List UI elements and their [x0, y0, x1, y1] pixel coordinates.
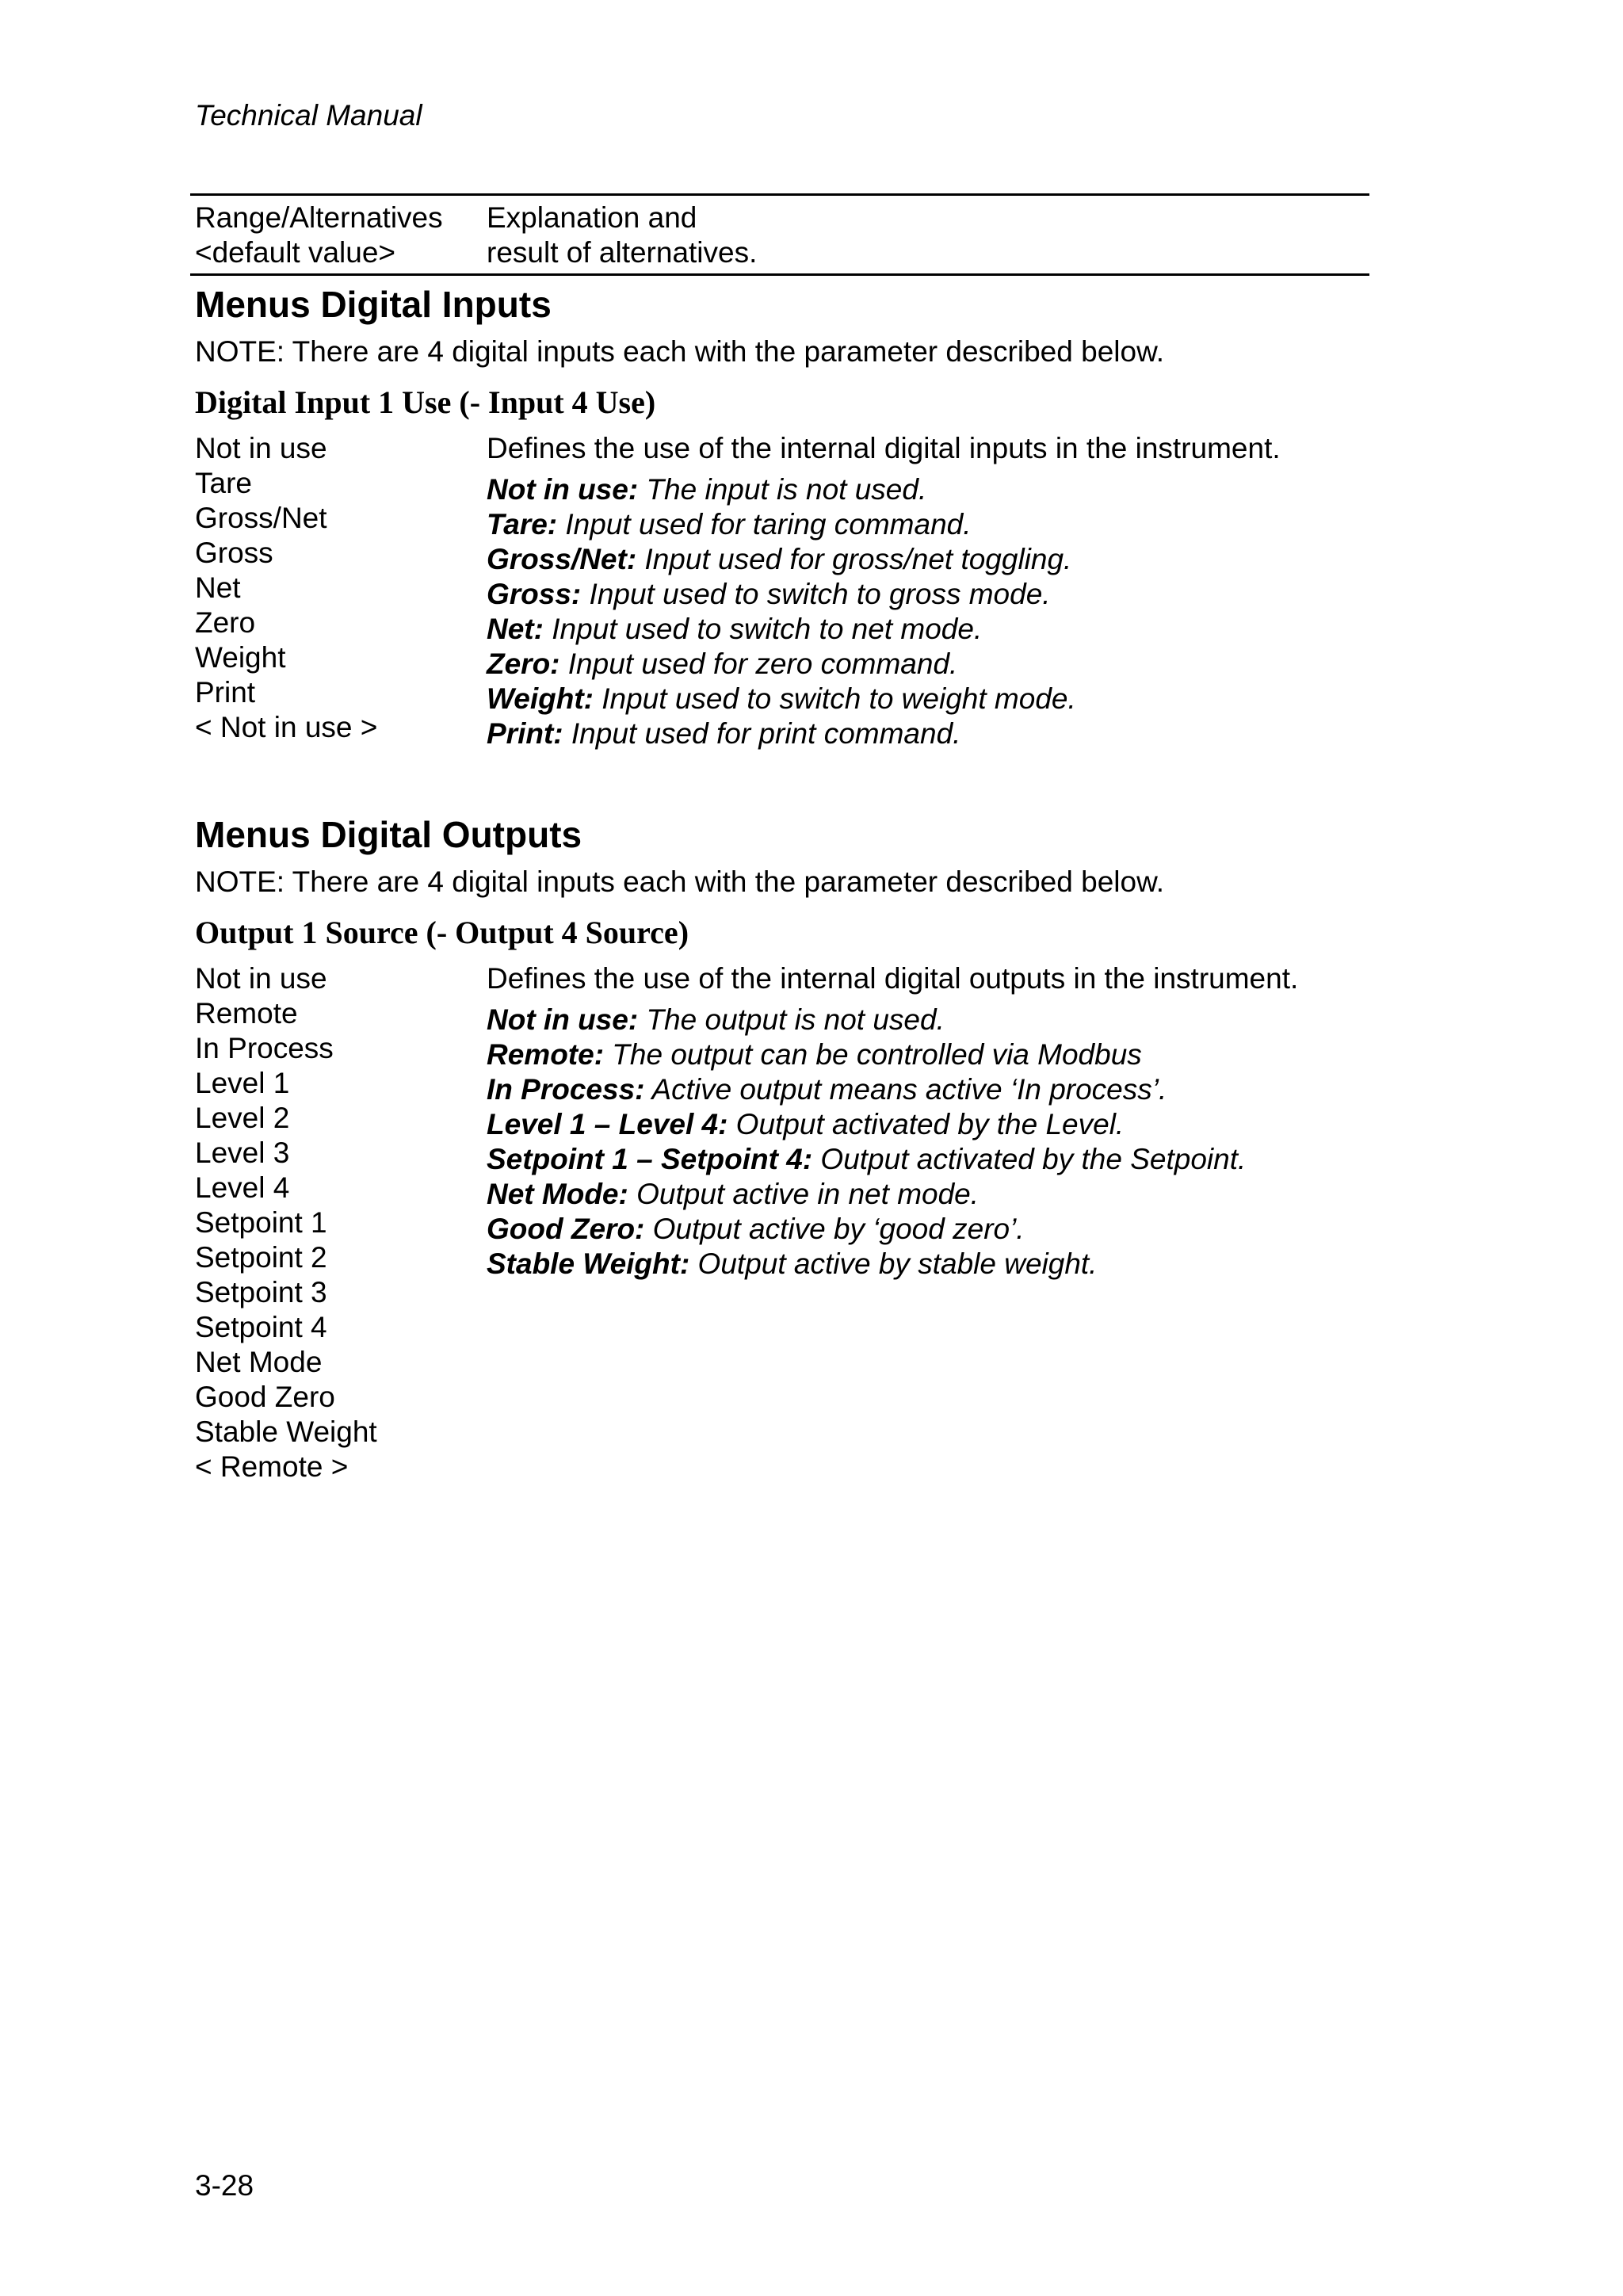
digital-outputs-section	[195, 812, 1368, 1484]
legend-row	[190, 201, 1369, 270]
option-term: Remote:	[487, 1038, 605, 1071]
option-desc: Input used for taring command.	[557, 508, 972, 541]
option-desc: Output active by stable weight.	[689, 1247, 1098, 1280]
option-line	[487, 716, 1368, 751]
alternative-item: Level 1	[195, 1067, 290, 1099]
option-desc: The input is not used.	[638, 473, 927, 506]
option-desc: Input used to switch to gross mode.	[581, 578, 1051, 610]
parameter-title: Output 1 Source (- Output 4 Source)	[195, 915, 689, 950]
alternative-item: Net Mode	[195, 1346, 323, 1378]
option-line	[487, 1003, 1368, 1037]
parameter-title: Digital Input 1 Use (- Input 4 Use)	[195, 384, 656, 420]
option-desc: Active output means active ‘In process’.	[644, 1073, 1167, 1106]
section-title: Menus Digital Outputs	[195, 814, 582, 855]
option-desc: The output can be controlled via Modbus	[604, 1038, 1142, 1071]
page-header: Technical Manual	[195, 99, 422, 132]
digital-inputs-section	[195, 282, 1368, 751]
option-line	[487, 647, 1368, 682]
alternative-item: In Process	[195, 1032, 334, 1064]
alternative-item: Zero	[195, 606, 256, 639]
option-line	[487, 542, 1368, 577]
alternative-item: Level 2	[195, 1102, 290, 1134]
option-term: Not in use:	[487, 1003, 639, 1036]
legend-result-label: result of alternatives.	[487, 236, 758, 269]
alternative-item: Print	[195, 676, 256, 709]
option-desc: Input used for gross/net toggling.	[636, 543, 1072, 575]
alternative-item: Level 4	[195, 1171, 290, 1204]
option-line	[487, 1177, 1368, 1212]
alternative-item: Setpoint 3	[195, 1276, 327, 1308]
section-note: NOTE: There are 4 digital inputs each with the parameter described below.	[195, 335, 1165, 368]
alternative-item: Gross	[195, 537, 273, 569]
page-number: 3-28	[195, 2169, 254, 2202]
option-term: Good Zero:	[487, 1213, 645, 1245]
option-term: Stable Weight:	[487, 1247, 690, 1280]
alternative-item: Gross/Net	[195, 502, 327, 534]
option-term: Not in use:	[487, 473, 639, 506]
explanation-lead: Defines the use of the internal digital outputs in the instrument.	[487, 962, 1299, 995]
explanation-list	[487, 961, 1368, 1484]
option-term: Print:	[487, 717, 563, 750]
option-desc: Input used for print command.	[563, 717, 961, 750]
option-desc: Output activated by the Setpoint.	[812, 1143, 1247, 1175]
option-term: Net Mode:	[487, 1178, 628, 1210]
option-line	[487, 1072, 1368, 1107]
option-line	[487, 1212, 1368, 1247]
legend-right-column	[487, 201, 1369, 270]
option-desc: Input used to switch to net mode.	[543, 613, 983, 645]
option-term: Gross:	[487, 578, 582, 610]
legend-range-label: Range/Alternatives	[195, 201, 443, 234]
option-term: Net:	[487, 613, 544, 645]
option-desc: Output activated by the Level.	[727, 1108, 1125, 1140]
alternative-item: Setpoint 1	[195, 1206, 327, 1239]
option-term: Tare:	[487, 508, 558, 541]
option-line	[487, 577, 1368, 612]
alternatives-list	[195, 431, 487, 751]
alternative-item: Setpoint 2	[195, 1241, 327, 1274]
alternative-item: Remote	[195, 997, 298, 1030]
option-line	[487, 612, 1368, 647]
alternative-item: Tare	[195, 467, 252, 499]
alternative-item: Setpoint 4	[195, 1311, 327, 1343]
option-line	[487, 1247, 1368, 1282]
option-desc: The output is not used.	[638, 1003, 945, 1036]
alternative-item: Not in use	[195, 962, 327, 995]
alternatives-list	[195, 961, 487, 1484]
option-line	[487, 682, 1368, 716]
alternative-item: Weight	[195, 641, 286, 674]
option-term: Level 1 – Level 4:	[487, 1108, 728, 1140]
option-line	[487, 1142, 1368, 1177]
legend-table	[190, 193, 1369, 276]
option-line	[487, 507, 1368, 542]
alternative-default: < Remote >	[195, 1450, 349, 1483]
option-desc: Output active in net mode.	[628, 1178, 980, 1210]
option-line	[487, 472, 1368, 507]
alternative-item: Level 3	[195, 1137, 290, 1169]
legend-default-label: <default value>	[195, 236, 396, 269]
option-desc: Output active by ‘good zero’.	[644, 1213, 1025, 1245]
option-desc: Input used to switch to weight mode.	[593, 682, 1076, 715]
alternative-item: Good Zero	[195, 1381, 335, 1413]
alternative-item: Net	[195, 571, 241, 604]
parameter-body	[195, 431, 1368, 751]
explanation-lead: Defines the use of the internal digital inputs in the instrument.	[487, 432, 1281, 464]
explanation-list	[487, 431, 1368, 751]
option-line	[487, 1037, 1368, 1072]
section-note: NOTE: There are 4 digital inputs each with the parameter described below.	[195, 865, 1165, 898]
option-term: Setpoint 1 – Setpoint 4:	[487, 1143, 813, 1175]
option-term: Gross/Net:	[487, 543, 637, 575]
alternative-item: Not in use	[195, 432, 327, 464]
option-term: Weight:	[487, 682, 594, 715]
option-desc: Input used for zero command.	[559, 648, 958, 680]
option-line	[487, 1107, 1368, 1142]
legend-left-column	[190, 201, 487, 270]
alternative-default: < Not in use >	[195, 711, 378, 743]
option-term: In Process:	[487, 1073, 645, 1106]
legend-explanation-label: Explanation and	[487, 201, 697, 234]
alternative-item: Stable Weight	[195, 1415, 377, 1448]
option-term: Zero:	[487, 648, 560, 680]
section-title: Menus Digital Inputs	[195, 284, 552, 325]
parameter-body	[195, 961, 1368, 1484]
